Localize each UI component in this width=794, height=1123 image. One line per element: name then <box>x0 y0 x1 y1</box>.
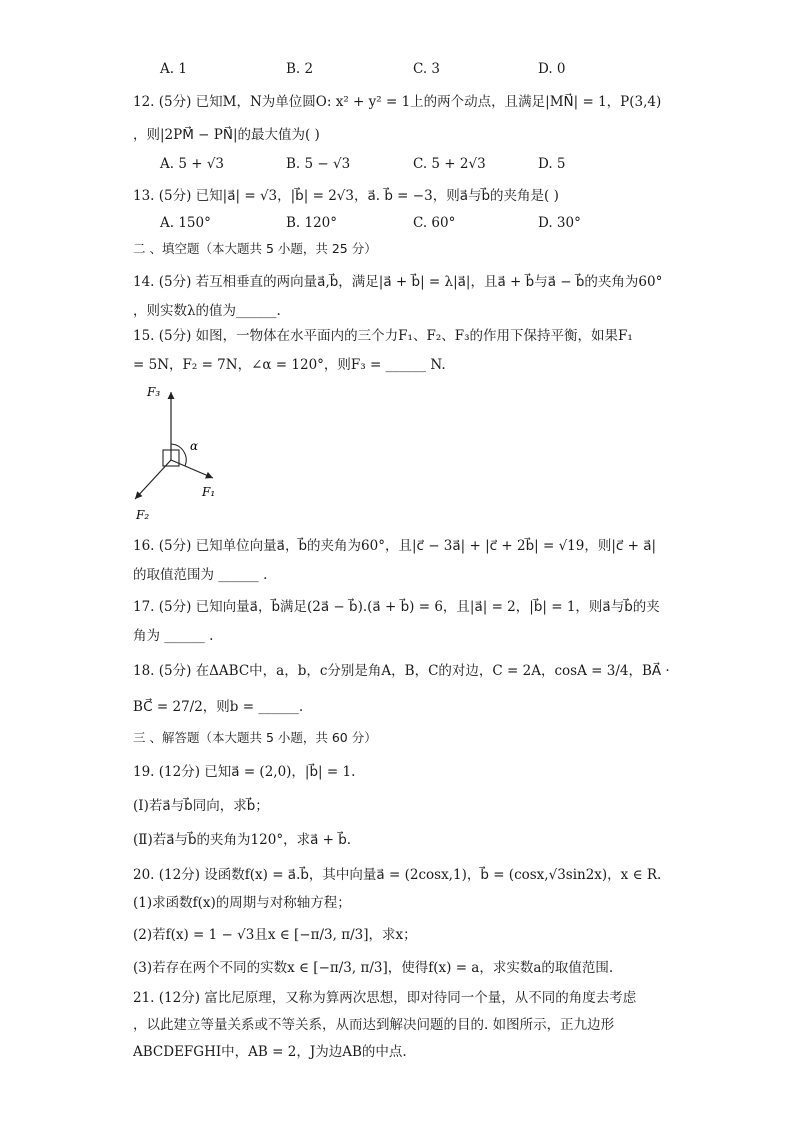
q11-option-a: A. 1 <box>160 61 187 77</box>
q12-option-c: C. 5 + 2√3 <box>413 156 486 172</box>
q12-option-a: A. 5 + √3 <box>160 156 225 172</box>
q19-line2: (Ⅰ)若a⃗与b⃗同向，求b⃗； <box>133 798 269 814</box>
label-f3: F₃ <box>147 385 161 399</box>
q12-option-d: D. 5 <box>538 156 566 172</box>
q16-line2: 的取值范围为 ______ . <box>133 567 268 583</box>
q17-line2: 角为 ______ . <box>133 628 214 644</box>
label-alpha: α <box>190 439 199 453</box>
q19-line1: 19. (12分) 已知a⃗ = (2,0)，|b⃗| = 1. <box>133 764 356 780</box>
q17-line1: 17. (5分) 已知向量a⃗，b⃗满足(2a⃗ − b⃗).(a⃗ + b⃗) = 6，且|a⃗| = 2，|b⃗| = 1，则a⃗与b⃗的夹 <box>133 599 660 615</box>
q12-line1: 12. (5分) 已知M，N为单位圆O: x² + y² = 1上的两个动点，且满足|MN⃗| = 1，P(3,4) <box>133 94 662 110</box>
force-diagram <box>128 378 238 532</box>
q21-line2: ，以此建立等量关系或不等关系，从而达到解决问题的目的. 如图所示，正九边形 <box>133 1017 615 1033</box>
force-f1-arrow <box>171 460 213 478</box>
q16-line1: 16. (5分) 已知单位向量a⃗，b⃗的夹角为60°，且|c⃗ − 3a⃗| + |c⃗ + 2b⃗| = √19，则|c⃗ + a⃗| <box>133 538 657 554</box>
q13-line1: 13. (5分) 已知|a⃗| = √3，|b⃗| = 2√3，a⃗. b⃗ = −3，则a⃗与b⃗的夹角是( ) <box>133 188 559 204</box>
q18-line2: BC⃗ = 27/2，则b = ______. <box>133 699 304 715</box>
q13-option-c: C. 60° <box>413 215 456 231</box>
q21-line1: 21. (12分) 富比尼原理，又称为算两次思想，即对待同一个量，从不同的角度去考虑 <box>133 990 637 1006</box>
q21-line3: ABCDEFGHI中，AB = 2，J为边AB的中点. <box>133 1044 407 1060</box>
q11-option-d: D. 0 <box>538 61 566 77</box>
q11-option-c: C. 3 <box>413 61 441 77</box>
q15-line2: = 5N，F₂ = 7N，∠α = 120°，则F₃ = ______ N. <box>133 357 446 373</box>
q12-option-b: B. 5 − √3 <box>286 156 351 172</box>
q20-line2: (1)求函数f(x)的周期与对称轴方程； <box>133 895 351 911</box>
q13-option-b: B. 120° <box>286 215 338 231</box>
q13-option-a: A. 150° <box>160 215 211 231</box>
q20-line4: (3)若存在两个不同的实数x ∈ [−π/3, π/3]，使得f(x) = a，求实数a的取值范围. <box>133 960 614 976</box>
q14-line1: 14. (5分) 若互相垂直的两向量a⃗,b⃗，满足|a⃗ + b⃗| = λ|a⃗|，且a⃗ + b⃗与a⃗ − b⃗的夹角为60° <box>133 274 663 290</box>
q19-line3: (Ⅱ)若a⃗与b⃗的夹角为120°，求a⃗ + b⃗. <box>133 832 352 848</box>
q11-option-b: B. 2 <box>286 61 314 77</box>
q18-line1: 18. (5分) 在ΔABC中，a，b，c分别是角A，B，C的对边，C = 2A，cosA = 3/4，BA⃗ · <box>133 663 670 679</box>
q14-line2: ，则实数λ的值为______. <box>133 303 281 319</box>
section-solve-heading: 三 、解答题（本大题共 5 小题，共 60 分） <box>133 730 377 745</box>
q12-line2: ，则|2PM⃗ − PN⃗|的最大值为( ) <box>133 127 320 143</box>
section-fill-in-heading: 二 、填空题（本大题共 5 小题，共 25 分） <box>133 241 377 256</box>
label-f2: F₂ <box>136 508 150 522</box>
q20-line3: (2)若f(x) = 1 − √3且x ∈ [−π/3, π/3]，求x； <box>133 927 417 943</box>
label-f1: F₁ <box>202 485 216 499</box>
q15-line1: 15. (5分) 如图，一物体在水平面内的三个力F₁、F₂、F₃的作用下保持平衡，如果F₁ <box>133 328 633 344</box>
q20-line1: 20. (12分) 设函数f(x) = a⃗.b⃗，其中向量a⃗ = (2cosx,1)，b⃗ = (cosx,√3sin2x)，x ∈ R. <box>133 867 662 883</box>
q13-option-d: D. 30° <box>538 215 581 231</box>
